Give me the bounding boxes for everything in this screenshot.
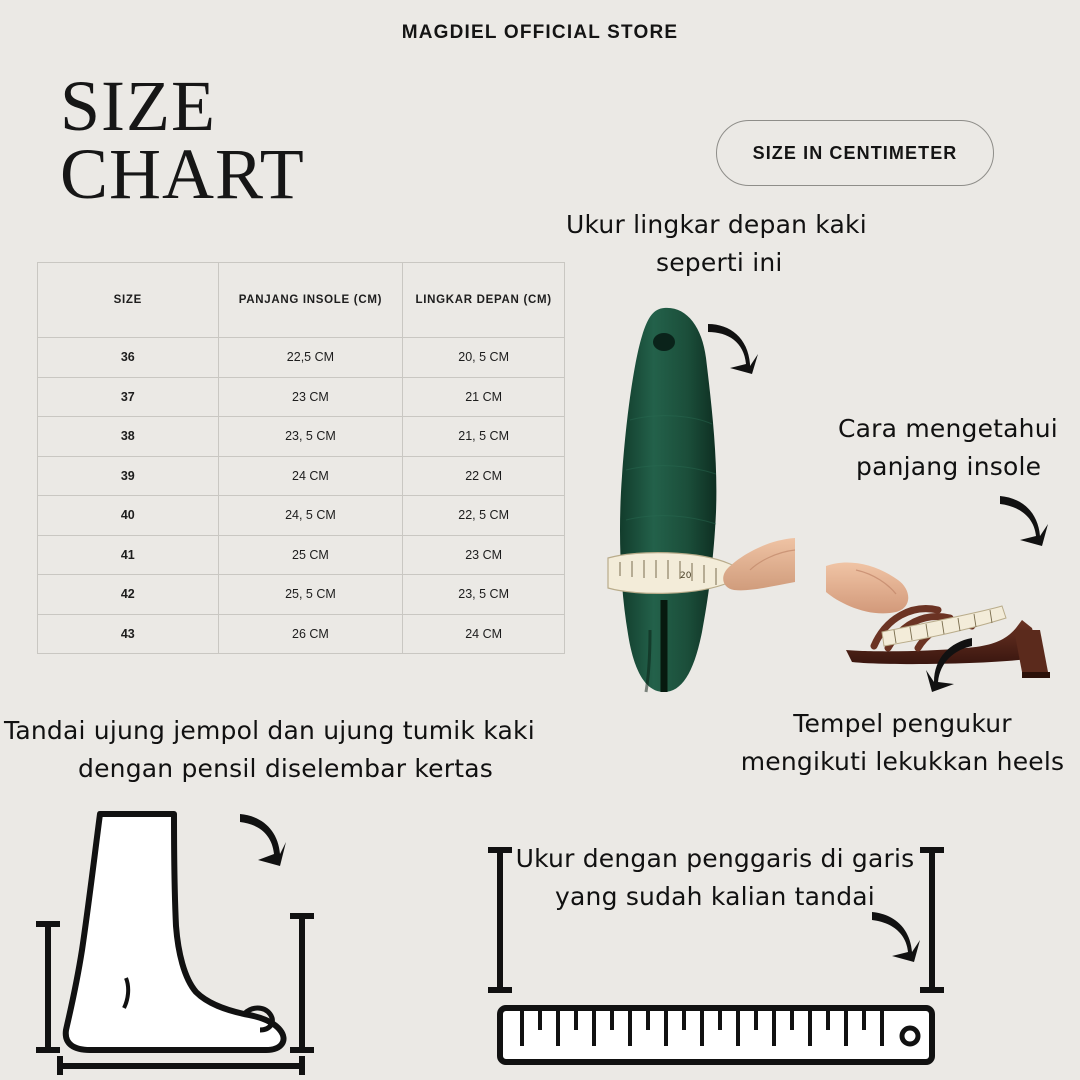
column-header-insole: PANJANG INSOLE (CM) (218, 263, 403, 338)
cell-front: 20, 5 CM (403, 338, 565, 378)
table-header-row (38, 263, 565, 338)
cell-front: 23 CM (403, 535, 565, 575)
caption-measure-ruler-line-1: Ukur dengan penggaris di garis (515, 844, 915, 873)
table-row (38, 377, 565, 417)
cell-size: 42 (38, 575, 219, 615)
column-header-size: SIZE (38, 263, 219, 338)
ruler-drawing (480, 840, 960, 1070)
page-title-line-2: CHART (60, 134, 305, 215)
table-row (38, 535, 565, 575)
table-row (38, 417, 565, 457)
caption-insole (838, 410, 1080, 485)
shoe-last-photo (590, 300, 795, 700)
cell-front: 24 CM (403, 614, 565, 654)
arrow-icon (922, 634, 978, 694)
size-chart-table (37, 262, 565, 654)
size-unit-badge (716, 120, 994, 186)
foot-outline-drawing (30, 800, 330, 1075)
caption-trace-foot-line-2: dengan pensil diselembar kertas (78, 753, 493, 783)
cell-front: 22 CM (403, 456, 565, 496)
cell-size: 40 (38, 496, 219, 536)
caption-trace-foot (4, 712, 564, 787)
caption-trace-foot-line-1: Tandai ujung jempol dan ujung tumik kaki (4, 716, 535, 745)
caption-heels-line-2: mengikuti lekukkan heels (740, 746, 1065, 776)
cell-front: 21 CM (403, 377, 565, 417)
cell-insole: 24, 5 CM (218, 496, 403, 536)
caption-front-girth-line-1: Ukur lingkar depan kaki (566, 210, 867, 239)
cell-size: 37 (38, 377, 219, 417)
caption-heels (735, 705, 1070, 780)
caption-front-girth (566, 206, 946, 281)
table-row (38, 575, 565, 615)
caption-front-girth-line-2: seperti ini (656, 247, 783, 277)
page-title-line-1: SIZE (60, 66, 216, 146)
cell-size: 43 (38, 614, 219, 654)
cell-size: 36 (38, 338, 219, 378)
caption-insole-line-1: Cara mengetahui (838, 414, 1058, 443)
caption-heels-line-1: Tempel pengukur (793, 709, 1012, 738)
table-row (38, 338, 565, 378)
cell-front: 22, 5 CM (403, 496, 565, 536)
cell-insole: 25 CM (218, 535, 403, 575)
table-row (38, 614, 565, 654)
size-unit-badge-label: SIZE IN CENTIMETER (752, 142, 958, 163)
table-row (38, 456, 565, 496)
cell-size: 38 (38, 417, 219, 457)
cell-front: 21, 5 CM (403, 417, 565, 457)
caption-insole-line-2: panjang insole (856, 451, 1042, 481)
cell-insole: 25, 5 CM (218, 575, 403, 615)
store-name: MAGDIEL OFFICIAL STORE (401, 22, 679, 43)
svg-text:20: 20 (680, 571, 692, 581)
caption-measure-ruler-line-2: yang sudah kalian tandai (555, 881, 875, 911)
cell-insole: 23 CM (218, 377, 403, 417)
cell-insole: 24 CM (218, 456, 403, 496)
cell-insole: 23, 5 CM (218, 417, 403, 457)
cell-front: 23, 5 CM (403, 575, 565, 615)
page-title (60, 66, 305, 215)
cell-size: 39 (38, 456, 219, 496)
table-row (38, 496, 565, 536)
cell-insole: 22,5 CM (218, 338, 403, 378)
cell-size: 41 (38, 535, 219, 575)
column-header-front-girth: LINGKAR DEPAN (CM) (403, 263, 565, 338)
cell-insole: 26 CM (218, 614, 403, 654)
